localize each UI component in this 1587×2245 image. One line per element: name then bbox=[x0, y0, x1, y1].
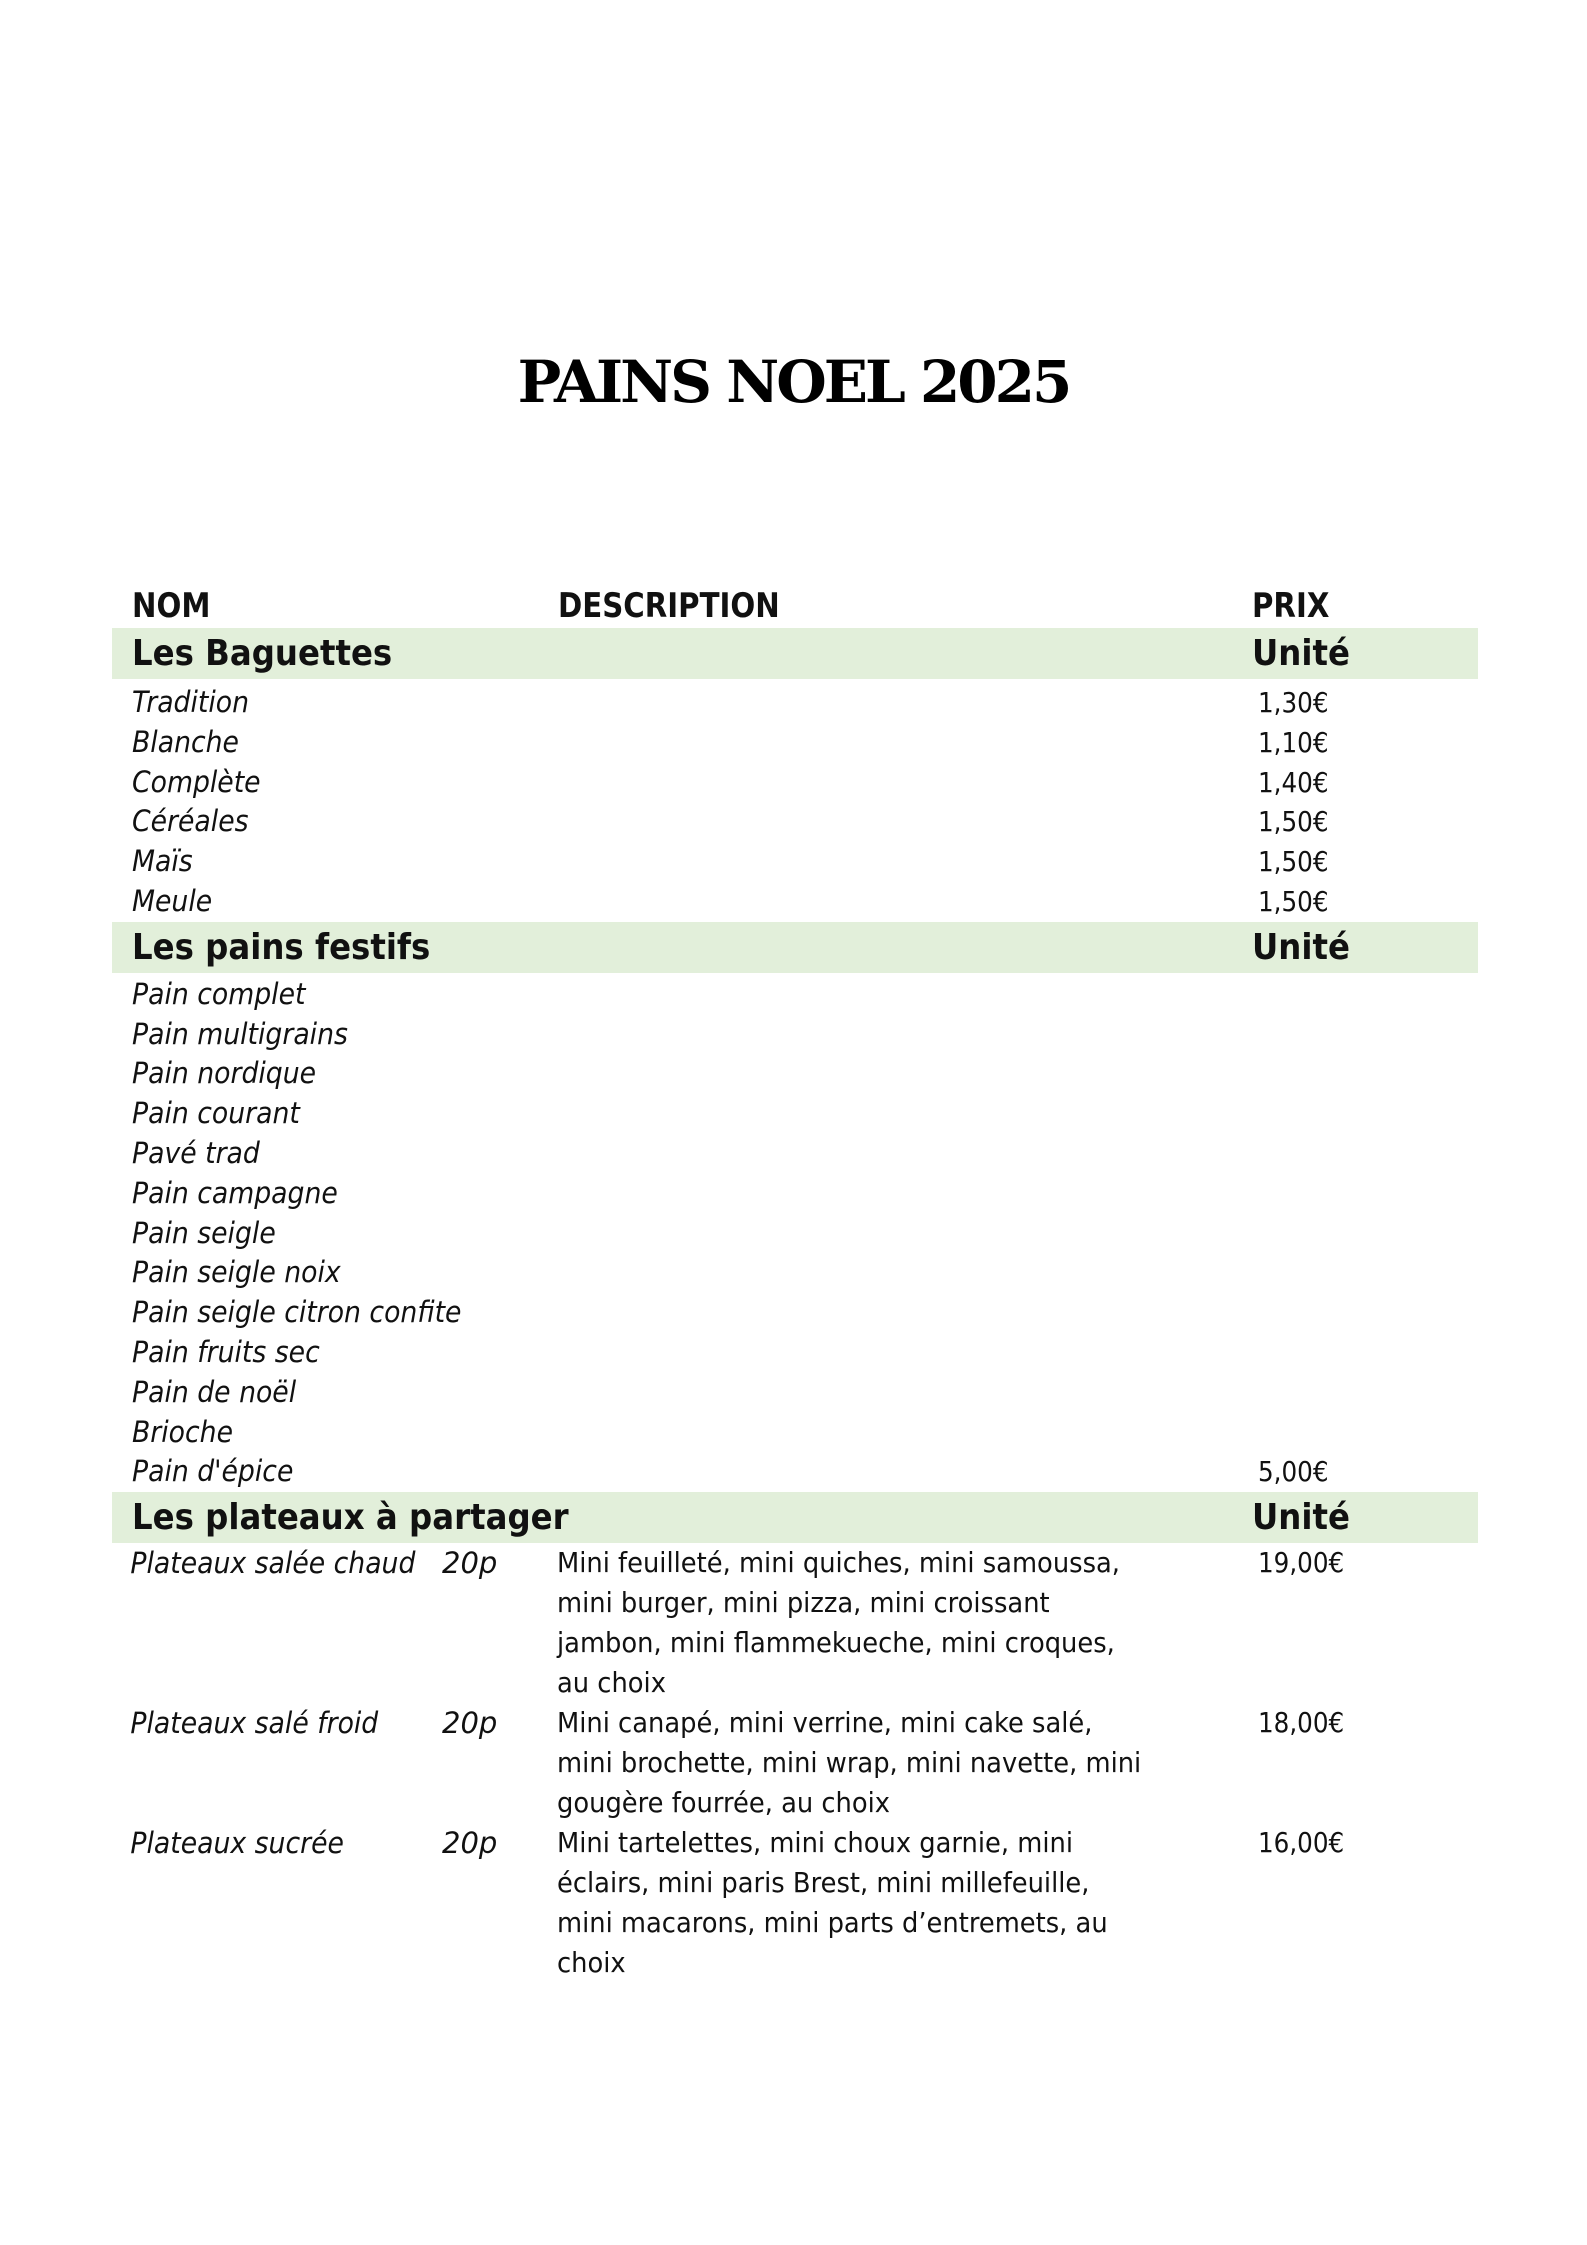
section-header-baguettes bbox=[112, 628, 1478, 679]
description-line: Mini tartelettes, mini choux garnie, mini bbox=[557, 1826, 1073, 1860]
item-name: Tradition bbox=[132, 685, 250, 719]
description-line: au choix bbox=[557, 1666, 666, 1700]
item-name: Plateaux salé froid bbox=[130, 1706, 379, 1741]
table-row bbox=[112, 1413, 1478, 1453]
description-line: éclairs, mini paris Brest, mini millefeuille, bbox=[557, 1866, 1090, 1900]
item-name: Pain de noël bbox=[132, 1374, 297, 1409]
item-price: 1,10€ bbox=[1258, 725, 1329, 759]
item-quantity: 20p bbox=[442, 1826, 498, 1861]
section-title: Les pains festifs bbox=[132, 926, 431, 968]
section-header-pains-festifs bbox=[112, 922, 1478, 973]
item-name: Pain nordique bbox=[132, 1056, 317, 1091]
table-row bbox=[112, 1253, 1478, 1293]
section-title: Les plateaux à partager bbox=[132, 1497, 569, 1539]
section-header-plateaux bbox=[112, 1492, 1478, 1543]
table-row bbox=[112, 842, 1478, 882]
section-items-pains-festifs bbox=[112, 973, 1478, 1492]
description-line: gougère fourrée, au choix bbox=[557, 1786, 891, 1820]
column-header-price: PRIX bbox=[1252, 586, 1330, 626]
item-price: 5,00€ bbox=[1258, 1455, 1329, 1489]
table-row bbox=[112, 1293, 1478, 1333]
item-price: 1,50€ bbox=[1258, 805, 1329, 839]
item-quantity: 20p bbox=[442, 1706, 498, 1741]
item-price: 16,00€ bbox=[1258, 1826, 1345, 1860]
item-name: Pain courant bbox=[132, 1096, 300, 1131]
table-row bbox=[112, 1054, 1478, 1094]
description-line: mini macarons, mini parts d’entremets, au bbox=[557, 1906, 1108, 1940]
item-price: 19,00€ bbox=[1258, 1546, 1345, 1580]
item-name: Pain seigle noix bbox=[132, 1255, 341, 1290]
table-row bbox=[112, 1823, 1478, 1983]
item-price: 1,30€ bbox=[1258, 686, 1329, 719]
item-name: Plateaux salée chaud bbox=[130, 1546, 416, 1581]
item-name: Complète bbox=[132, 764, 261, 799]
description-line: mini burger, mini pizza, mini croissant bbox=[557, 1586, 1050, 1620]
table-row bbox=[112, 1333, 1478, 1373]
item-name: Pain seigle bbox=[132, 1215, 276, 1250]
price-table bbox=[112, 584, 1478, 1983]
item-name: Pain campagne bbox=[132, 1175, 338, 1210]
page-title: PAINS NOEL 2025 bbox=[517, 348, 1070, 416]
item-price: 18,00€ bbox=[1258, 1706, 1345, 1740]
section-title: Les Baguettes bbox=[132, 633, 393, 674]
table-row bbox=[112, 975, 1478, 1015]
table-row bbox=[112, 723, 1478, 763]
table-row bbox=[112, 802, 1478, 842]
table-row bbox=[112, 1452, 1478, 1492]
item-name: Pain seigle citron confite bbox=[132, 1295, 462, 1330]
description-line: jambon, mini flammekueche, mini croques, bbox=[557, 1626, 1115, 1660]
description-line: mini brochette, mini wrap, mini navette, mini bbox=[557, 1746, 1142, 1780]
item-description bbox=[557, 1823, 1192, 1983]
table-row bbox=[112, 1174, 1478, 1214]
item-price: 1,40€ bbox=[1258, 765, 1329, 799]
table-row bbox=[112, 1703, 1478, 1823]
table-row bbox=[112, 1134, 1478, 1174]
item-description bbox=[557, 1703, 1192, 1823]
table-header bbox=[112, 584, 1478, 628]
column-header-description: DESCRIPTION bbox=[558, 586, 780, 626]
table-row bbox=[112, 1373, 1478, 1413]
description-line: choix bbox=[557, 1946, 626, 1980]
table-row bbox=[112, 1015, 1478, 1055]
section-unit: Unité bbox=[1252, 633, 1350, 674]
item-price: 1,50€ bbox=[1258, 884, 1329, 918]
section-items-plateaux bbox=[112, 1543, 1478, 1983]
section-items-baguettes bbox=[112, 679, 1478, 922]
item-name: Meule bbox=[132, 883, 213, 918]
table-row bbox=[112, 1543, 1478, 1703]
section-unit: Unité bbox=[1252, 1497, 1350, 1539]
item-name: Brioche bbox=[132, 1414, 234, 1449]
table-row bbox=[112, 1094, 1478, 1134]
item-name: Pain fruits sec bbox=[132, 1334, 320, 1369]
table-row bbox=[112, 763, 1478, 803]
table-row bbox=[112, 1214, 1478, 1254]
item-price: 1,50€ bbox=[1258, 845, 1329, 879]
item-name: Plateaux sucrée bbox=[130, 1826, 344, 1861]
item-name: Pain multigrains bbox=[132, 1016, 348, 1051]
description-line: Mini canapé, mini verrine, mini cake salé, bbox=[557, 1706, 1093, 1740]
description-line: Mini feuilleté, mini quiches, mini samoussa, bbox=[557, 1546, 1120, 1580]
table-row bbox=[112, 882, 1478, 922]
item-name: Maïs bbox=[132, 844, 193, 879]
column-header-name: NOM bbox=[132, 586, 211, 626]
table-row bbox=[112, 683, 1478, 723]
item-quantity: 20p bbox=[442, 1546, 498, 1581]
item-name: Pavé trad bbox=[132, 1135, 260, 1170]
section-unit: Unité bbox=[1252, 926, 1350, 968]
item-name: Pain d'épice bbox=[132, 1454, 294, 1489]
item-name: Céréales bbox=[132, 804, 249, 839]
item-name: Pain complet bbox=[132, 976, 306, 1011]
item-description bbox=[557, 1543, 1192, 1703]
item-name: Blanche bbox=[132, 724, 239, 759]
